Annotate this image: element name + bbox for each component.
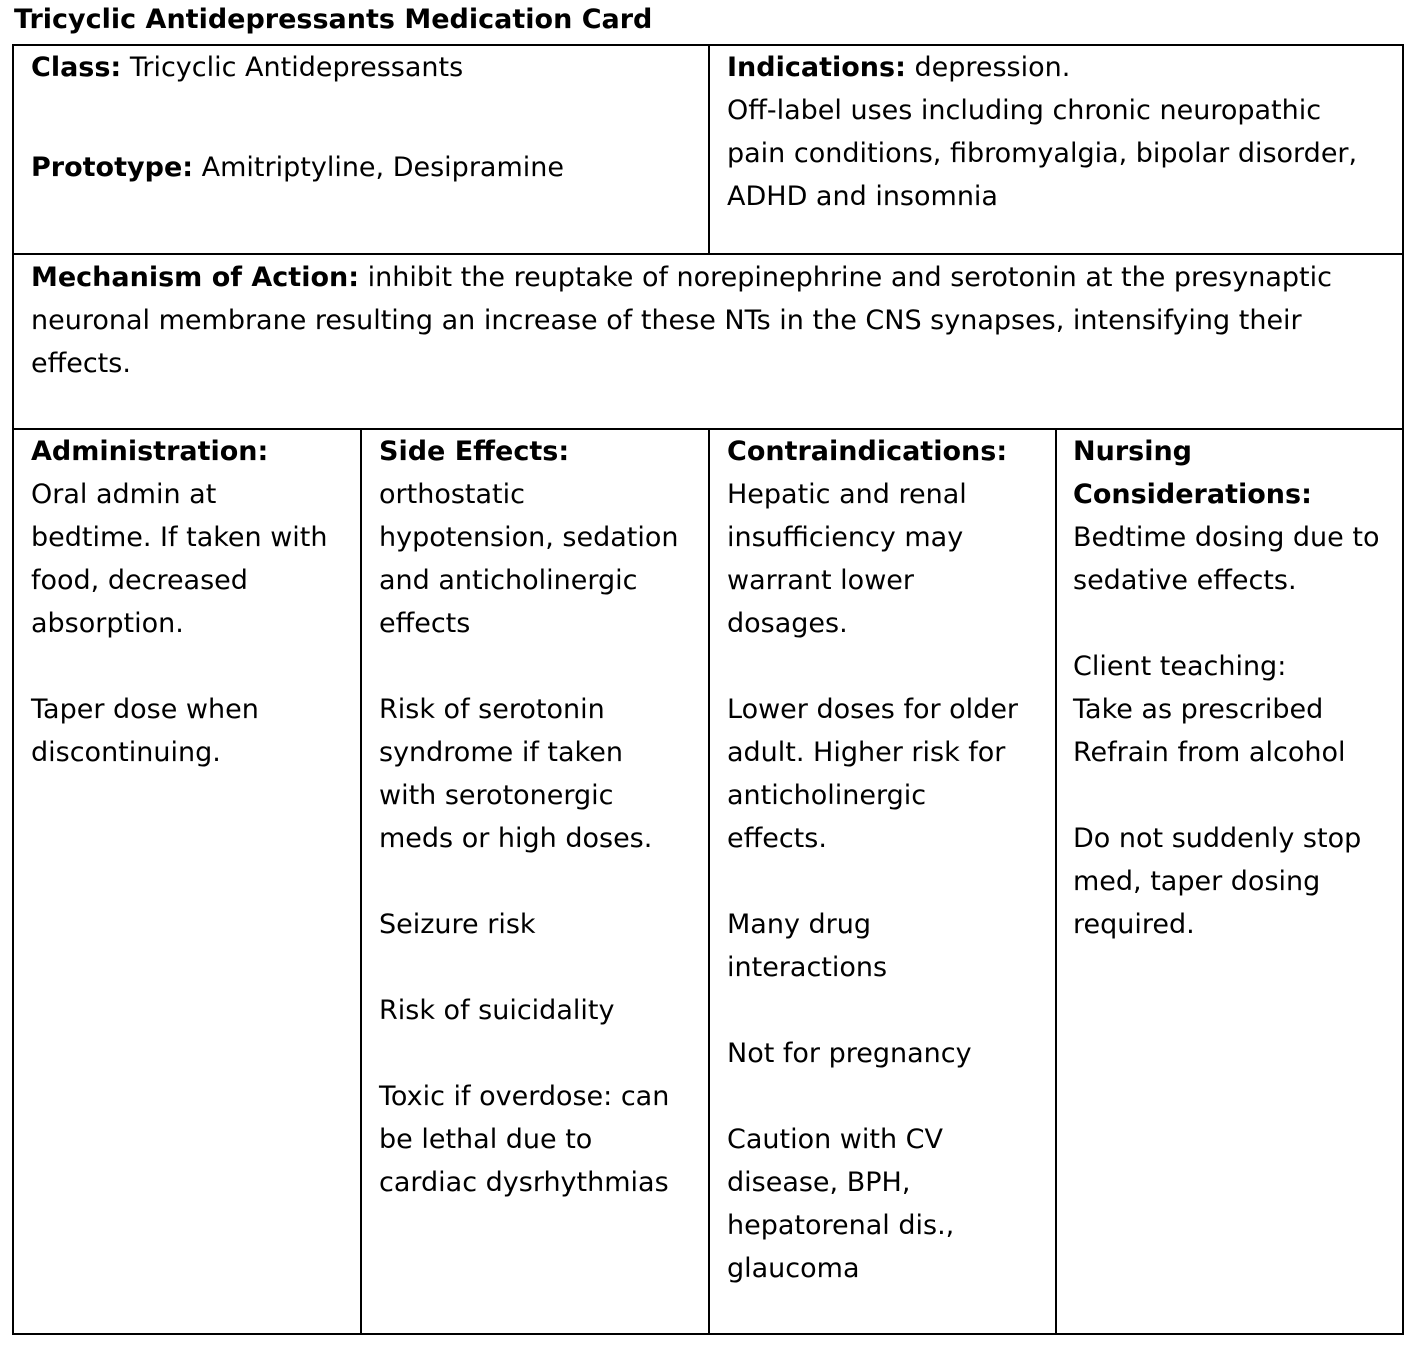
side-effects-line: Seizure risk [379,909,536,940]
nursing-line: sedative effects. [1073,565,1297,596]
contraindications-line: Hepatic and renal [727,479,967,510]
spacer [727,989,1045,1032]
mechanism-row [31,256,1392,299]
spacer [727,645,1045,688]
nursing-line: Bedtime dosing due to [1073,522,1380,553]
spacer [379,645,698,688]
mechanism-line: neuronal membrane resulting an increase of these NTs in the CNS synapses, intensifying their [31,305,1302,336]
side-effects-line: with serotonergic [379,780,614,811]
contraindications-label [727,430,1045,473]
medication-card-table [12,44,1404,1335]
prototype-value: Amitriptyline, Desipramine [201,152,564,183]
spacer [379,1032,698,1075]
indications-cell [710,46,1402,218]
mechanism-cell [14,255,1402,385]
contraindications-cell [710,430,1055,1290]
class-row [31,46,698,89]
spacer [727,1075,1045,1118]
administration-line: bedtime. If taken with [31,522,328,553]
indications-line: pain conditions, fibromyalgia, bipolar disorder, [727,138,1358,169]
nursing-line: Do not suddenly stop [1073,823,1362,854]
contraindications-line: warrant lower [727,565,914,596]
spacer [727,860,1045,903]
administration-line: Oral admin at [31,479,217,510]
contraindications-line: anticholinergic [727,780,927,811]
nursing-label-line2: Considerations: [1073,479,1312,510]
side-effects-line: syndrome if taken [379,737,623,768]
side-effects-cell [362,430,708,1204]
contraindications-line: interactions [727,952,888,983]
class-value: Tricyclic Antidepressants [129,52,464,83]
side-effects-line: effects [379,608,471,639]
indications-row [727,46,1392,89]
contraindications-line: effects. [727,823,827,854]
side-effects-line: Risk of suicidality [379,995,615,1026]
prototype-label: Prototype: [31,152,194,183]
contraindications-line: adult. Higher risk for [727,737,1006,768]
contraindications-line: Not for pregnancy [727,1038,972,1069]
side-effects-line: orthostatic [379,479,525,510]
nursing-cell [1057,430,1402,946]
nursing-label [1073,473,1392,516]
side-effects-line: be lethal due to [379,1124,593,1155]
administration-label-text: Administration: [31,436,269,467]
administration-line: food, decreased [31,565,248,596]
nursing-line: required. [1073,909,1195,940]
spacer [1073,602,1392,645]
side-effects-label [379,430,698,473]
administration-label [31,430,350,473]
contraindications-line: insufficiency may [727,522,964,553]
nursing-label [1073,430,1392,473]
side-effects-label-text: Side Effects: [379,436,570,467]
indications-line: Off-label uses including chronic neuropathic [727,95,1322,126]
side-effects-line: Risk of serotonin [379,694,605,725]
contraindications-line: Caution with CV [727,1124,943,1155]
nursing-line: Take as prescribed [1073,694,1324,725]
indications-value: depression. [914,52,1071,83]
class-label: Class: [31,52,122,83]
contraindications-line: hepatorenal dis., [727,1210,955,1241]
indications-label: Indications: [727,52,906,83]
contraindications-label-text: Contraindications: [727,436,1008,467]
administration-cell [14,430,360,774]
nursing-label-line1: Nursing [1073,436,1193,467]
class-prototype-cell [14,46,708,189]
spacer [31,645,350,688]
prototype-row [31,146,698,189]
administration-line: discontinuing. [31,737,221,768]
administration-line: absorption. [31,608,184,639]
side-effects-line: meds or high doses. [379,823,653,854]
administration-line: Taper dose when [31,694,259,725]
spacer [31,89,698,132]
spacer [379,946,698,989]
side-effects-line: hypotension, sedation [379,522,679,553]
contraindications-line: Many drug [727,909,872,940]
nursing-line: Client teaching: [1073,651,1287,682]
mechanism-label: Mechanism of Action: [31,262,360,293]
mechanism-line: effects. [31,348,131,379]
nursing-line: med, taper dosing [1073,866,1321,897]
contraindications-line: dosages. [727,608,848,639]
spacer [379,860,698,903]
card-title: Tricyclic Antidepressants Medication Card [14,4,653,35]
side-effects-line: cardiac dysrhythmias [379,1167,669,1198]
contraindications-line: Lower doses for older [727,694,1019,725]
mechanism-text: inhibit the reuptake of norepinephrine and serotonin at the presynaptic [367,262,1332,293]
indications-line: ADHD and insomnia [727,181,998,212]
contraindications-line: glaucoma [727,1253,860,1284]
side-effects-line: Toxic if overdose: can [379,1081,670,1112]
nursing-line: Refrain from alcohol [1073,737,1346,768]
contraindications-line: disease, BPH, [727,1167,911,1198]
spacer [1073,774,1392,817]
side-effects-line: and anticholinergic [379,565,638,596]
